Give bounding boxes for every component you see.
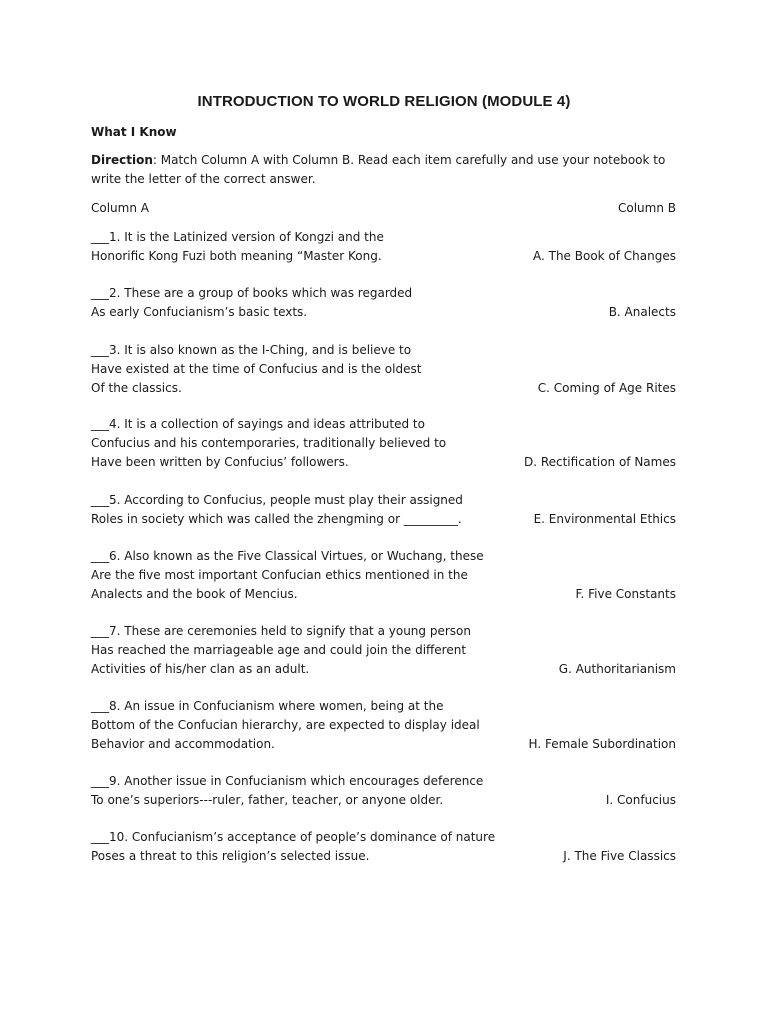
question-line: Honorific Kong Fuzi both meaning “Master Kong. — [91, 249, 382, 263]
question-text — [91, 828, 511, 866]
question-line: Poses a threat to this religion’s selected issue. — [91, 849, 370, 863]
question-line: Has reached the marriageable age and could join the different — [91, 643, 467, 657]
question-line: Confucius and his contemporaries, traditionally believed to — [91, 436, 447, 450]
section-heading: What I Know — [91, 125, 177, 139]
question-text — [91, 415, 511, 472]
answer-choice-d: D. Rectification of Names — [523, 455, 676, 469]
question-line: ___9. Another issue in Confucianism which encourages deference — [91, 774, 484, 788]
direction-label: Direction — [91, 153, 153, 167]
question-item-5 — [91, 491, 676, 529]
question-line: ___3. It is also known as the I-Ching, and is believe to — [91, 343, 412, 357]
question-line: ___6. Also known as the Five Classical Virtues, or Wuchang, these — [91, 549, 484, 563]
answer-choice-h: H. Female Subordination — [528, 737, 676, 751]
page-title: INTRODUCTION TO WORLD RELIGION (MODULE 4) — [197, 93, 571, 110]
question-text — [91, 622, 511, 679]
question-line: Activities of his/her clan as an adult. — [91, 662, 310, 676]
answer-choice-a: A. The Book of Changes — [532, 249, 676, 263]
question-line: Have existed at the time of Confucius and is the oldest — [91, 362, 422, 376]
question-line: Roles in society which was called the zhengming or _________. — [91, 512, 462, 526]
question-item-8 — [91, 697, 676, 754]
question-item-3 — [91, 341, 676, 398]
answer-choice-f: F. Five Constants — [575, 587, 676, 601]
question-item-2 — [91, 284, 676, 322]
answer-choice-j: J. The Five Classics — [563, 849, 676, 863]
answer-choice-e: E. Environmental Ethics — [533, 512, 676, 526]
question-line: ___10. Confucianism’s acceptance of people’s dominance of nature — [91, 830, 496, 844]
direction-paragraph — [91, 151, 691, 189]
question-line: As early Confucianism’s basic texts. — [91, 305, 308, 319]
question-line: Analects and the book of Mencius. — [91, 587, 298, 601]
question-line: Bottom of the Confucian hierarchy, are expected to display ideal — [91, 718, 480, 732]
question-text — [91, 772, 511, 810]
question-text — [91, 697, 511, 754]
answer-choice-g: G. Authoritarianism — [558, 662, 676, 676]
column-a-header: Column A — [91, 201, 149, 215]
question-item-9 — [91, 772, 676, 810]
question-line: ___7. These are ceremonies held to signify that a young person — [91, 624, 471, 638]
question-line: Have been written by Confucius’ followers. — [91, 455, 349, 469]
question-line: ___2. These are a group of books which was regarded — [91, 286, 413, 300]
question-line: ___8. An issue in Confucianism where women, being at the — [91, 699, 444, 713]
column-b-header: Column B — [617, 201, 676, 215]
question-item-7 — [91, 622, 676, 679]
question-item-1 — [91, 228, 676, 266]
question-line: Of the classics. — [91, 381, 182, 395]
question-item-6 — [91, 547, 676, 604]
question-line: Are the five most important Confucian ethics mentioned in the — [91, 568, 468, 582]
question-line: ___1. It is the Latinized version of Kongzi and the — [91, 230, 384, 244]
direction-text: : Match Column A with Column B. Read each item carefully and use your notebook to write the letter of the correct answer. — [91, 153, 666, 186]
question-text — [91, 228, 511, 266]
question-line: Behavior and accommodation. — [91, 737, 275, 751]
question-text — [91, 547, 511, 604]
answer-choice-c: C. Coming of Age Rites — [537, 381, 676, 395]
question-item-10 — [91, 828, 676, 866]
question-text — [91, 491, 511, 529]
question-text — [91, 341, 511, 398]
question-item-4 — [91, 415, 676, 472]
answer-choice-b: B. Analects — [608, 305, 676, 319]
question-line: ___5. According to Confucius, people must play their assigned — [91, 493, 463, 507]
answer-choice-i: I. Confucius — [605, 793, 676, 807]
question-line: ___4. It is a collection of sayings and ideas attributed to — [91, 417, 425, 431]
question-text — [91, 284, 511, 322]
column-headers — [91, 199, 676, 218]
question-line: To one’s superiors---ruler, father, teacher, or anyone older. — [91, 793, 444, 807]
